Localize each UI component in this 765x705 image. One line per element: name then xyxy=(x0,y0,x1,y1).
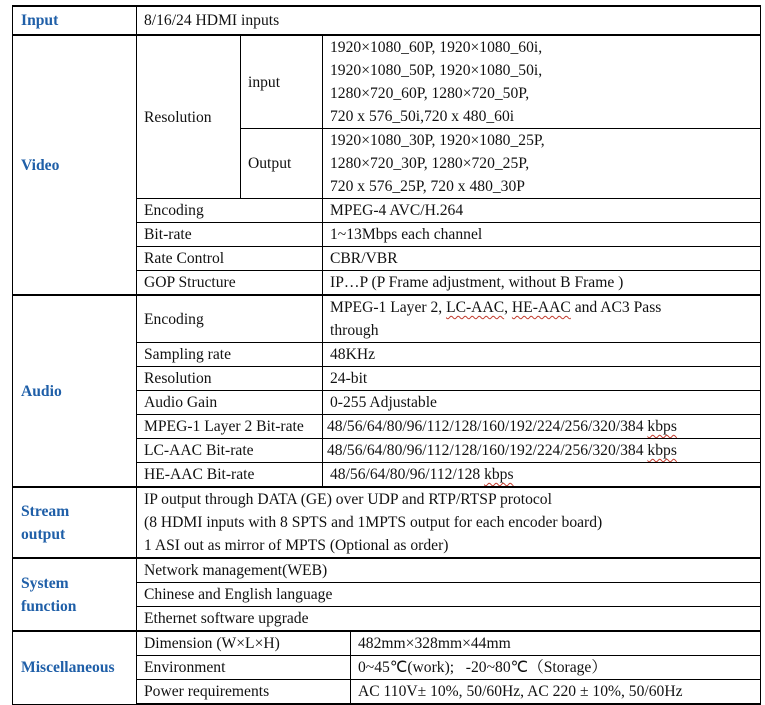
res-line: 1920×1080_60P, 1920×1080_60i, xyxy=(330,39,543,56)
system-function-item: Ethernet software upgrade xyxy=(137,607,761,632)
res-line: 720 x 576_50i,720 x 480_60i xyxy=(330,108,515,125)
system-function-row xyxy=(13,558,761,583)
audio-encoding-line2: through xyxy=(330,322,379,339)
category-line: function xyxy=(21,597,77,615)
spec-label: Encoding xyxy=(137,199,323,223)
spec-value xyxy=(323,463,761,488)
spec-value: 1~13Mbps each channel xyxy=(323,223,761,247)
spec-label: Sampling rate xyxy=(137,343,323,367)
res-line: 1280×720_60P, 1280×720_50P, xyxy=(330,85,530,102)
spec-value xyxy=(323,439,761,463)
bitrate-list: 48/56/64/80/96/112/128 xyxy=(330,466,481,483)
spec-label: Dimension (W×L×H) xyxy=(137,631,351,656)
category-video: Video xyxy=(13,35,137,295)
audio-encoding-value xyxy=(323,295,761,343)
input-row xyxy=(13,6,761,35)
category-system-function xyxy=(13,558,137,631)
res-line: 1920×1080_30P, 1920×1080_25P, xyxy=(330,132,545,149)
spec-label: Encoding xyxy=(137,295,323,343)
spec-label: MPEG-1 Layer 2 Bit-rate xyxy=(137,415,323,439)
spec-value: MPEG-4 AVC/H.264 xyxy=(323,199,761,223)
bitrate-unit: kbps xyxy=(647,442,677,459)
spec-value: 48KHz xyxy=(323,343,761,367)
video-output-resolutions xyxy=(323,129,761,199)
category-line: System xyxy=(21,574,69,592)
spec-value: AC 110V± 10%, 50/60Hz, AC 220 ± 10%, 50/60Hz xyxy=(351,680,761,705)
res-line: 1280×720_30P, 1280×720_25P, xyxy=(330,155,530,172)
spec-value: 0-255 Adjustable xyxy=(323,391,761,415)
spec-label: Environment xyxy=(137,656,351,680)
spec-label: Audio Gain xyxy=(137,391,323,415)
spec-table xyxy=(12,5,761,705)
spec-value: 0~45℃(work); -20~80℃（Storage） xyxy=(351,656,761,680)
category-audio: Audio xyxy=(13,295,137,487)
stream-output-line: 1 ASI out as mirror of MPTS (Optional as order) xyxy=(144,537,449,554)
video-output-label: Output xyxy=(241,129,323,199)
spec-value: 24-bit xyxy=(323,367,761,391)
spec-label: LC-AAC Bit-rate xyxy=(137,439,323,463)
category-line: Stream xyxy=(21,502,70,520)
system-function-item: Chinese and English language xyxy=(137,583,761,607)
category-line: output xyxy=(21,525,66,543)
spec-value: 482mm×328mm×44mm xyxy=(351,631,761,656)
video-resolution-input-row xyxy=(13,35,761,129)
audio-encoding-row xyxy=(13,295,761,343)
spec-label: GOP Structure xyxy=(137,271,323,296)
bitrate-unit: kbps xyxy=(647,418,677,435)
video-input-resolutions xyxy=(323,35,761,129)
video-resolution-label: Resolution xyxy=(137,35,241,199)
spec-value: CBR/VBR xyxy=(323,247,761,271)
category-miscellaneous: Miscellaneous xyxy=(13,631,137,704)
spec-value: IP…P (P Frame adjustment, without B Frame ) xyxy=(323,271,761,296)
stream-output-row xyxy=(13,487,761,558)
res-line: 720 x 576_25P, 720 x 480_30P xyxy=(330,178,525,195)
system-function-item: Network management(WEB) xyxy=(137,558,761,583)
stream-output-text xyxy=(137,487,761,558)
spec-label: Rate Control xyxy=(137,247,323,271)
stream-output-line: (8 HDMI inputs with 8 SPTS and 1MPTS output for each encoder board) xyxy=(144,514,603,531)
text-fragment: and AC3 Pass xyxy=(570,299,662,316)
category-input: Input xyxy=(13,6,137,35)
res-line: 1920×1080_50P, 1920×1080_50i, xyxy=(330,62,543,79)
spec-label: Power requirements xyxy=(137,680,351,705)
bitrate-unit: kbps xyxy=(484,466,514,483)
spec-label: HE-AAC Bit-rate xyxy=(137,463,323,488)
misc-dimension-row xyxy=(13,631,761,656)
bitrate-list: 48/56/64/80/96/112/128/160/192/224/256/320/384 xyxy=(327,442,644,459)
category-stream-output xyxy=(13,487,137,558)
text-fragment: MPEG-1 Layer 2, xyxy=(330,299,447,316)
text-fragment: HE-AAC xyxy=(511,299,571,316)
bitrate-list: 48/56/64/80/96/112/128/160/192/224/256/320/384 xyxy=(327,418,644,435)
text-fragment: LC-AAC xyxy=(446,299,505,316)
text-fragment: , xyxy=(504,299,512,316)
input-value: 8/16/24 HDMI inputs xyxy=(137,6,761,35)
spec-value xyxy=(323,415,761,439)
stream-output-line: IP output through DATA (GE) over UDP and RTP/RTSP protocol xyxy=(144,491,552,508)
video-input-label: input xyxy=(241,35,323,129)
spec-label: Bit-rate xyxy=(137,223,323,247)
audio-encoding-line1 xyxy=(330,296,753,319)
spec-label: Resolution xyxy=(137,367,323,391)
